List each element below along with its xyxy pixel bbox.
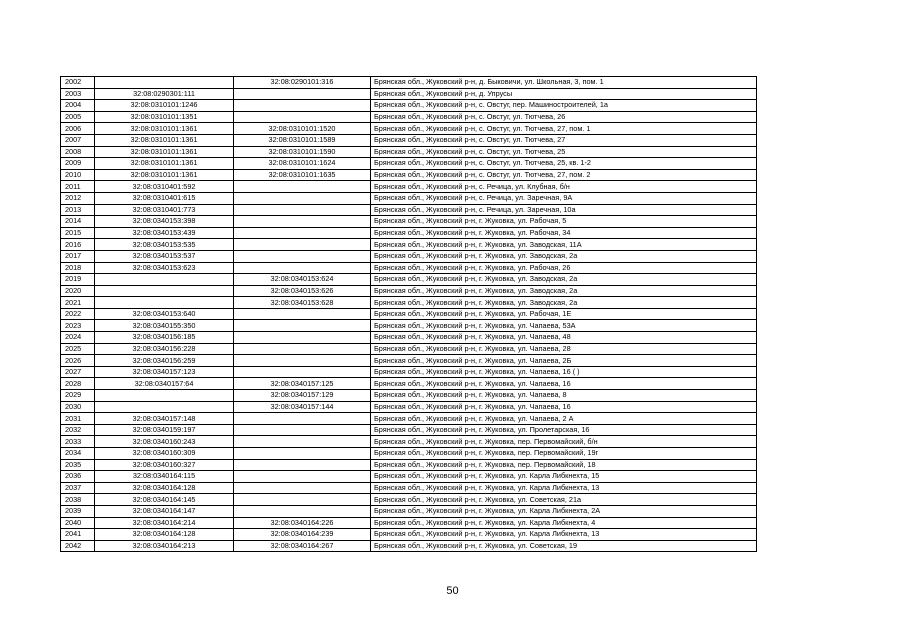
cadastral-number-cell: 32:08:0340164:214 (95, 517, 234, 529)
cadastral-number-2-cell: 32:08:0310101:1590 (234, 146, 371, 158)
cadastral-number-2-cell (234, 332, 371, 344)
row-number-cell: 2014 (61, 216, 95, 228)
cadastral-number-cell: 32:08:0340164:115 (95, 471, 234, 483)
row-number-cell: 2007 (61, 134, 95, 146)
table-row (61, 540, 757, 552)
row-number-cell: 2034 (61, 448, 95, 460)
table-row (61, 517, 757, 529)
cadastral-number-2-cell: 32:08:0340157:144 (234, 401, 371, 413)
table-row (61, 529, 757, 541)
row-number-cell: 2021 (61, 297, 95, 309)
table-row (61, 459, 757, 471)
table-row (61, 494, 757, 506)
table-row (61, 204, 757, 216)
address-cell: Брянская обл., Жуковский р-н, г. Жуковка, ул. Чапаева, 16 ( ) (371, 366, 757, 378)
row-number-cell: 2005 (61, 111, 95, 123)
cadastral-number-cell (95, 297, 234, 309)
table-row (61, 505, 757, 517)
cadastral-number-2-cell (234, 111, 371, 123)
cadastral-number-cell: 32:08:0340160:309 (95, 448, 234, 460)
table-row (61, 366, 757, 378)
cadastral-number-2-cell: 32:08:0340153:626 (234, 285, 371, 297)
table-row (61, 227, 757, 239)
cadastral-number-cell (95, 390, 234, 402)
address-cell: Брянская обл., Жуковский р-н, г. Жуковка, ул. Карла Либкнехта, 13 (371, 482, 757, 494)
cadastral-number-2-cell (234, 505, 371, 517)
table-row (61, 378, 757, 390)
address-cell: Брянская обл., Жуковский р-н, с. Речица, ул. Заречная, 9А (371, 192, 757, 204)
cadastral-number-cell: 32:08:0340156:259 (95, 355, 234, 367)
cadastral-number-2-cell: 32:08:0340153:624 (234, 274, 371, 286)
row-number-cell: 2004 (61, 100, 95, 112)
row-number-cell: 2031 (61, 413, 95, 425)
row-number-cell: 2011 (61, 181, 95, 193)
cadastral-number-2-cell (234, 100, 371, 112)
address-cell: Брянская обл., Жуковский р-н, г. Жуковка, ул. Заводская, 2а (371, 297, 757, 309)
cadastral-number-cell: 32:08:0310401:615 (95, 192, 234, 204)
cadastral-number-2-cell (234, 494, 371, 506)
address-cell: Брянская обл., Жуковский р-н, г. Жуковка, ул. Чапаева, 53А (371, 320, 757, 332)
cadastral-number-cell: 32:08:0340164:147 (95, 505, 234, 517)
row-number-cell: 2024 (61, 332, 95, 344)
cadastral-number-cell: 32:08:0340164:145 (95, 494, 234, 506)
cadastral-number-2-cell (234, 192, 371, 204)
page-number: 50 (446, 585, 459, 597)
row-number-cell: 2025 (61, 343, 95, 355)
table-row (61, 297, 757, 309)
table-row (61, 192, 757, 204)
address-cell: Брянская обл., Жуковский р-н, г. Жуковка, ул. Чапаева, 16 (371, 401, 757, 413)
address-cell: Брянская обл., Жуковский р-н, г. Жуковка, пер. Первомайский, б/н (371, 436, 757, 448)
cadastral-number-cell: 32:08:0310101:1361 (95, 169, 234, 181)
cadastral-number-cell: 32:08:0310101:1361 (95, 158, 234, 170)
cadastral-number-cell: 32:08:0340160:243 (95, 436, 234, 448)
cadastral-number-cell: 32:08:0340155:350 (95, 320, 234, 332)
table-row (61, 308, 757, 320)
address-cell: Брянская обл., Жуковский р-н, г. Жуковка, пер. Первомайский, 19г (371, 448, 757, 460)
cadastral-number-2-cell (234, 436, 371, 448)
address-cell: Брянская обл., Жуковский р-н, г. Жуковка, ул. Чапаева, 16 (371, 378, 757, 390)
cadastral-number-2-cell (234, 216, 371, 228)
table-row (61, 424, 757, 436)
row-number-cell: 2009 (61, 158, 95, 170)
table-row (61, 343, 757, 355)
table-row (61, 239, 757, 251)
address-cell: Брянская обл., Жуковский р-н, д. Упрусы (371, 88, 757, 100)
cadastral-number-cell: 32:08:0340153:623 (95, 262, 234, 274)
address-cell: Брянская обл., Жуковский р-н, г. Жуковка, ул. Карла Либкнехта, 4 (371, 517, 757, 529)
address-cell: Брянская обл., Жуковский р-н, г. Жуковка, ул. Заводская, 2а (371, 274, 757, 286)
cadastral-number-2-cell (234, 355, 371, 367)
table-row (61, 355, 757, 367)
address-cell: Брянская обл., Жуковский р-н, г. Жуковка, ул. Советская, 21а (371, 494, 757, 506)
cadastral-number-cell: 32:08:0340164:128 (95, 529, 234, 541)
cadastral-number-2-cell (234, 320, 371, 332)
cadastral-number-cell: 32:08:0340157:123 (95, 366, 234, 378)
cadastral-number-cell: 32:08:0310101:1361 (95, 146, 234, 158)
table-row (61, 134, 757, 146)
table-row (61, 169, 757, 181)
row-number-cell: 2013 (61, 204, 95, 216)
address-cell: Брянская обл., Жуковский р-н, г. Жуковка, ул. Заводская, 2а (371, 285, 757, 297)
cadastral-number-2-cell (234, 204, 371, 216)
row-number-cell: 2028 (61, 378, 95, 390)
cadastral-number-cell: 32:08:0340164:213 (95, 540, 234, 552)
address-cell: Брянская обл., Жуковский р-н, д. Быковичи, ул. Школьная, 3, пом. 1 (371, 77, 757, 89)
cadastral-number-2-cell: 32:08:0310101:1589 (234, 134, 371, 146)
cadastral-number-2-cell: 32:08:0340164:226 (234, 517, 371, 529)
cadastral-number-2-cell (234, 181, 371, 193)
table-row (61, 448, 757, 460)
row-number-cell: 2026 (61, 355, 95, 367)
cadastral-number-cell: 32:08:0340153:439 (95, 227, 234, 239)
address-cell: Брянская обл., Жуковский р-н, с. Овстуг, пер. Машиностроителей, 1а (371, 100, 757, 112)
row-number-cell: 2016 (61, 239, 95, 251)
cadastral-number-2-cell: 32:08:0340164:267 (234, 540, 371, 552)
cadastral-number-2-cell (234, 471, 371, 483)
address-cell: Брянская обл., Жуковский р-н, с. Речица, ул. Клубная, б/н (371, 181, 757, 193)
row-number-cell: 2020 (61, 285, 95, 297)
address-cell: Брянская обл., Жуковский р-н, с. Овстуг, ул. Тютчева, 25, кв. 1-2 (371, 158, 757, 170)
row-number-cell: 2032 (61, 424, 95, 436)
address-cell: Брянская обл., Жуковский р-н, с. Речица, ул. Заречная, 10а (371, 204, 757, 216)
table-row (61, 332, 757, 344)
cadastral-number-2-cell (234, 227, 371, 239)
table-row (61, 100, 757, 112)
cadastral-number-cell: 32:08:0340164:128 (95, 482, 234, 494)
address-cell: Брянская обл., Жуковский р-н, г. Жуковка, ул. Советская, 19 (371, 540, 757, 552)
table-row (61, 413, 757, 425)
registry-table-body (61, 77, 757, 552)
row-number-cell: 2012 (61, 192, 95, 204)
cadastral-number-cell: 32:08:0310101:1361 (95, 123, 234, 135)
row-number-cell: 2029 (61, 390, 95, 402)
address-cell: Брянская обл., Жуковский р-н, г. Жуковка, ул. Заводская, 2а (371, 250, 757, 262)
row-number-cell: 2027 (61, 366, 95, 378)
row-number-cell: 2041 (61, 529, 95, 541)
cadastral-number-cell (95, 274, 234, 286)
cadastral-number-2-cell (234, 308, 371, 320)
cadastral-number-cell: 32:08:0340153:640 (95, 308, 234, 320)
row-number-cell: 2030 (61, 401, 95, 413)
row-number-cell: 2038 (61, 494, 95, 506)
table-row (61, 471, 757, 483)
cadastral-number-cell: 32:08:0310101:1246 (95, 100, 234, 112)
cadastral-number-cell (95, 401, 234, 413)
row-number-cell: 2039 (61, 505, 95, 517)
cadastral-number-2-cell (234, 250, 371, 262)
table-row (61, 146, 757, 158)
row-number-cell: 2022 (61, 308, 95, 320)
row-number-cell: 2010 (61, 169, 95, 181)
row-number-cell: 2023 (61, 320, 95, 332)
cadastral-number-cell: 32:08:0340157:148 (95, 413, 234, 425)
cadastral-number-2-cell: 32:08:0340164:239 (234, 529, 371, 541)
cadastral-number-cell: 32:08:0340160:327 (95, 459, 234, 471)
row-number-cell: 2003 (61, 88, 95, 100)
cadastral-number-cell: 32:08:0340156:228 (95, 343, 234, 355)
registry-table (60, 76, 757, 552)
table-row (61, 181, 757, 193)
table-row (61, 77, 757, 89)
address-cell: Брянская обл., Жуковский р-н, г. Жуковка, ул. Заводская, 11А (371, 239, 757, 251)
address-cell: Брянская обл., Жуковский р-н, г. Жуковка, ул. Чапаева, 2 А (371, 413, 757, 425)
address-cell: Брянская обл., Жуковский р-н, г. Жуковка, ул. Карла Либкнехта, 15 (371, 471, 757, 483)
address-cell: Брянская обл., Жуковский р-н, г. Жуковка, ул. Чапаева, 28 (371, 343, 757, 355)
table-row (61, 250, 757, 262)
address-cell: Брянская обл., Жуковский р-н, г. Жуковка, ул. Чапаева, 48 (371, 332, 757, 344)
cadastral-number-2-cell (234, 343, 371, 355)
row-number-cell: 2002 (61, 77, 95, 89)
cadastral-number-2-cell (234, 459, 371, 471)
address-cell: Брянская обл., Жуковский р-н, г. Жуковка, пер. Первомайский, 18 (371, 459, 757, 471)
cadastral-number-2-cell: 32:08:0340153:628 (234, 297, 371, 309)
cadastral-number-cell (95, 77, 234, 89)
table-row (61, 158, 757, 170)
cadastral-number-2-cell: 32:08:0310101:1635 (234, 169, 371, 181)
row-number-cell: 2042 (61, 540, 95, 552)
cadastral-number-cell: 32:08:0340157:64 (95, 378, 234, 390)
table-row (61, 274, 757, 286)
row-number-cell: 2035 (61, 459, 95, 471)
address-cell: Брянская обл., Жуковский р-н, г. Жуковка, ул. Карла Либкнехта, 13 (371, 529, 757, 541)
row-number-cell: 2019 (61, 274, 95, 286)
address-cell: Брянская обл., Жуковский р-н, г. Жуковка, ул. Пролетарская, 16 (371, 424, 757, 436)
cadastral-number-2-cell (234, 262, 371, 274)
address-cell: Брянская обл., Жуковский р-н, г. Жуковка, ул. Рабочая, 5 (371, 216, 757, 228)
address-cell: Брянская обл., Жуковский р-н, с. Овстуг, ул. Тютчева, 27, пом. 1 (371, 123, 757, 135)
cadastral-number-2-cell (234, 239, 371, 251)
cadastral-number-2-cell (234, 482, 371, 494)
cadastral-number-cell: 32:08:0340153:535 (95, 239, 234, 251)
table-row (61, 88, 757, 100)
cadastral-number-cell: 32:08:0290301:111 (95, 88, 234, 100)
cadastral-number-cell: 32:08:0340159:197 (95, 424, 234, 436)
address-cell: Брянская обл., Жуковский р-н, с. Овстуг, ул. Тютчева, 27, пом. 2 (371, 169, 757, 181)
cadastral-number-cell: 32:08:0310101:1351 (95, 111, 234, 123)
table-row (61, 401, 757, 413)
table-row (61, 216, 757, 228)
cadastral-number-2-cell (234, 413, 371, 425)
address-cell: Брянская обл., Жуковский р-н, г. Жуковка, ул. Чапаева, 2Б (371, 355, 757, 367)
row-number-cell: 2015 (61, 227, 95, 239)
table-row (61, 320, 757, 332)
table-row (61, 390, 757, 402)
cadastral-number-2-cell (234, 88, 371, 100)
cadastral-number-2-cell: 32:08:0310101:1520 (234, 123, 371, 135)
row-number-cell: 2006 (61, 123, 95, 135)
row-number-cell: 2033 (61, 436, 95, 448)
table-row (61, 262, 757, 274)
cadastral-number-cell: 32:08:0340156:185 (95, 332, 234, 344)
address-cell: Брянская обл., Жуковский р-н, г. Жуковка, ул. Чапаева, 8 (371, 390, 757, 402)
cadastral-number-2-cell (234, 424, 371, 436)
table-row (61, 123, 757, 135)
cadastral-number-cell: 32:08:0340153:537 (95, 250, 234, 262)
address-cell: Брянская обл., Жуковский р-н, г. Жуковка, ул. Рабочая, 34 (371, 227, 757, 239)
cadastral-number-2-cell: 32:08:0290101:316 (234, 77, 371, 89)
address-cell: Брянская обл., Жуковский р-н, с. Овстуг, ул. Тютчева, 27 (371, 134, 757, 146)
table-row (61, 285, 757, 297)
cadastral-number-cell: 32:08:0310401:592 (95, 181, 234, 193)
row-number-cell: 2037 (61, 482, 95, 494)
row-number-cell: 2018 (61, 262, 95, 274)
row-number-cell: 2040 (61, 517, 95, 529)
cadastral-number-cell: 32:08:0340153:398 (95, 216, 234, 228)
cadastral-number-2-cell: 32:08:0310101:1624 (234, 158, 371, 170)
row-number-cell: 2017 (61, 250, 95, 262)
address-cell: Брянская обл., Жуковский р-н, г. Жуковка, ул. Карла Либкнехта, 2А (371, 505, 757, 517)
address-cell: Брянская обл., Жуковский р-н, с. Овстуг, ул. Тютчева, 25 (371, 146, 757, 158)
table-row (61, 482, 757, 494)
row-number-cell: 2008 (61, 146, 95, 158)
cadastral-number-cell: 32:08:0310101:1361 (95, 134, 234, 146)
table-row (61, 111, 757, 123)
cadastral-number-2-cell: 32:08:0340157:129 (234, 390, 371, 402)
row-number-cell: 2036 (61, 471, 95, 483)
table-row (61, 436, 757, 448)
cadastral-number-2-cell: 32:08:0340157:125 (234, 378, 371, 390)
address-cell: Брянская обл., Жуковский р-н, г. Жуковка, ул. Рабочая, 1Е (371, 308, 757, 320)
cadastral-number-2-cell (234, 448, 371, 460)
address-cell: Брянская обл., Жуковский р-н, г. Жуковка, ул. Рабочая, 26 (371, 262, 757, 274)
address-cell: Брянская обл., Жуковский р-н, с. Овстуг, ул. Тютчева, 26 (371, 111, 757, 123)
cadastral-number-cell (95, 285, 234, 297)
cadastral-number-2-cell (234, 366, 371, 378)
cadastral-number-cell: 32:08:0310401:773 (95, 204, 234, 216)
